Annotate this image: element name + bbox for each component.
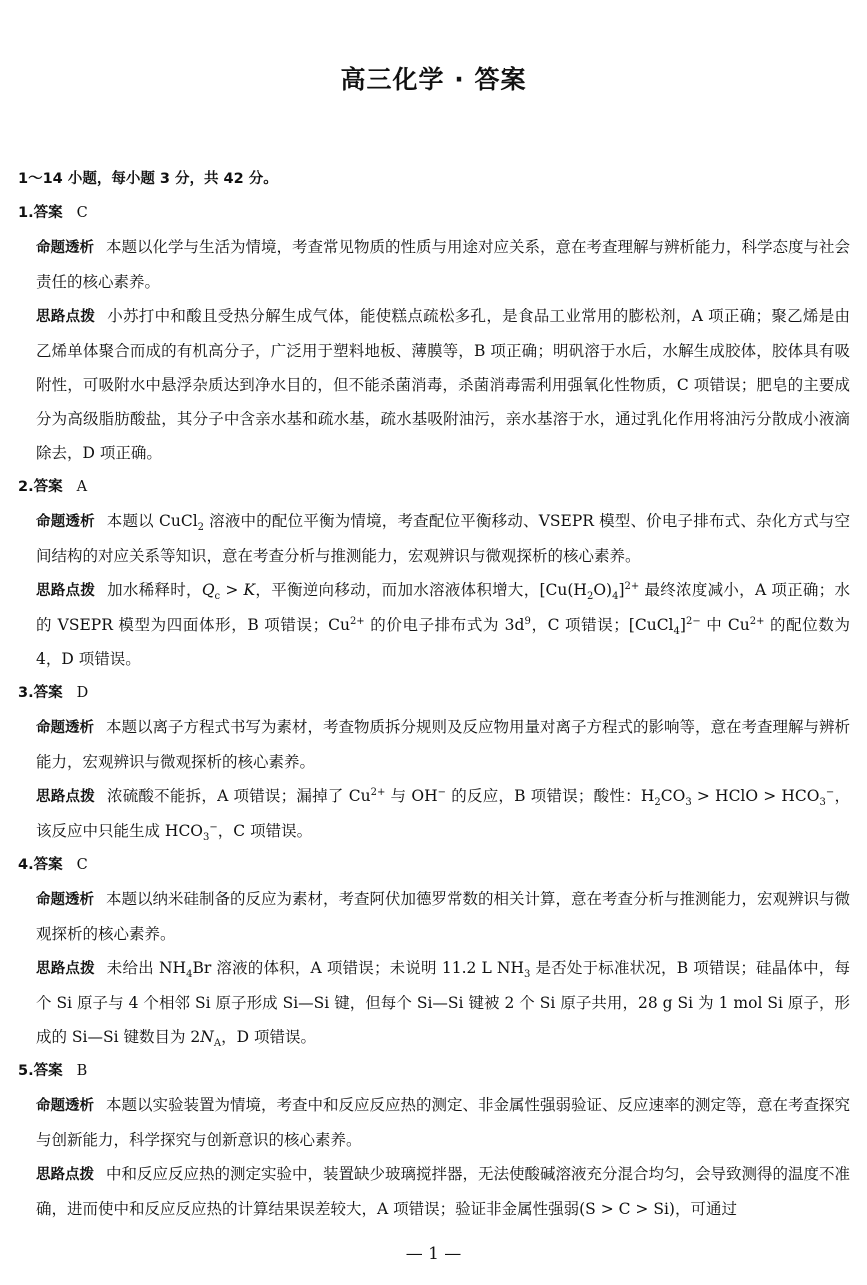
question-3-analysis: 命题透析 本题以离子方程式书写为素材，考查物质拆分规则及反应物用量对离子方程式的影响等，意在考查理解与辨析能力，宏观辨识与微观探析的核心素养。 [36, 718, 851, 771]
question-3-solution: 思路点拨 浓硫酸不能拆，A 项错误；漏掉了 $Cu^{2+}$ 与 OH− 的反应，B 项错误；酸性：$H_2CO_3$ > HClO > $HCO_3^-$，该反应中只能生成 $HCO_3^-$，C 项错误。 [36, 786, 851, 844]
question-2-header: 2.答案 A [18, 479, 88, 495]
question-2-analysis: 命题透析 本题以 CuCl$_2$ 溶液中的配位平衡为情境，考查配位平衡移动、VSEPR 模型、价电子排布式、杂化方式与空间结构的对应关系等知识，意在考查分析与推测能力，宏观辨识与微观探析的核心素养。 [36, 512, 850, 565]
question-5-answer: B [76, 1063, 88, 1079]
page-title: 高三化学 · 答案 [340, 65, 527, 94]
question-2-answer: A [76, 479, 88, 495]
question-5-solution: 思路点拨 中和反应反应热的测定实验中，装置缺少玻璃搅拌器，无法使酸碱溶液充分混合均匀，会导致测得的温度不准确，进而使中和反应反应热的计算结果误差较大，A 项错误；验证非金属性强弱(S > C > Si)，可通过 [36, 1165, 851, 1218]
question-3-answer: D [76, 685, 89, 701]
question-5-header: 5.答案 B [18, 1063, 88, 1079]
section-intro: 1～14 小题，每小题 3 分，共 42 分。 [18, 171, 278, 187]
question-1-header: 1.答案 C [18, 205, 88, 221]
question-4-solution: 思路点拨 未给出 $NH_4Br$ 溶液的体积，A 项错误；未说明 11.2 L $NH_3$ 是否处于标准状况，B 项错误；硅晶体中，每个 Si 原子与 4 个相邻 Si 原子形成 Si—Si 键，但每个 Si—Si 键被 2 个 Si 原子共用，28 g Si 为 1 mol Si 原子，形成的 Si—Si 键数目为 $2N_A$，D 项错误。 [36, 959, 851, 1050]
question-1-answer: C [76, 205, 88, 221]
question-5-analysis: 命题透析 本题以实验装置为情境，考查中和反应反应热的测定、非金属性强弱验证、反应速率的测定等，意在考查探究与创新能力，科学探究与创新意识的核心素养。 [36, 1096, 851, 1149]
question-3-header: 3.答案 D [18, 685, 89, 701]
question-2-solution: 思路点拨 加水稀释时，$Q_c > K$，平衡逆向移动，而加水溶液体积增大，$[Cu(H_2O)_4]^{2+}$ 最终浓度减小，A 项正确；水的 VSEPR 模型为四面体形，B 项错误；$Cu^{2+}$ 的价电子排布式为 $3d^9$，C 项错误；[CuCl$_4$]$^{2-}$ 中 $Cu^{2+}$ 的配位数为 4，D 项错误。 [36, 580, 850, 668]
question-4-answer: C [76, 857, 88, 873]
question-4-header: 4.答案 C [18, 857, 88, 873]
page-number: — 1 — [405, 1244, 462, 1264]
question-1-analysis: 命题透析 本题以化学与生活为情境，考查常见物质的性质与用途对应关系，意在考查理解与辨析能力，科学态度与社会责任的核心素养。 [36, 238, 851, 291]
question-1-solution: 思路点拨 小苏打中和酸且受热分解生成气体，能使糕点疏松多孔，是食品工业常用的膨松剂，A 项正确；聚乙烯是由乙烯单体聚合而成的有机高分子，广泛用于塑料地板、薄膜等，B 项正确；明矾溶于水后，水解生成胶体，胶体具有吸附性，可吸附水中悬浮杂质达到净水目的，但不能杀菌消毒，杀菌消毒需利用强氧化性物质，C 项错误；肥皂的主要成分为高级脂肪酸盐，其分子中含亲水基和疏水基，疏水基吸附油污，亲水基溶于水，通过乳化作用将油污分散成小液滴除去，D 项正确。 [36, 307, 851, 462]
answer-content [18, 162, 850, 1226]
question-4-analysis: 命题透析 本题以纳米硅制备的反应为素材，考查阿伏加德罗常数的相关计算，意在考查分析与推测能力，宏观辨识与微观探析的核心素养。 [36, 890, 851, 943]
